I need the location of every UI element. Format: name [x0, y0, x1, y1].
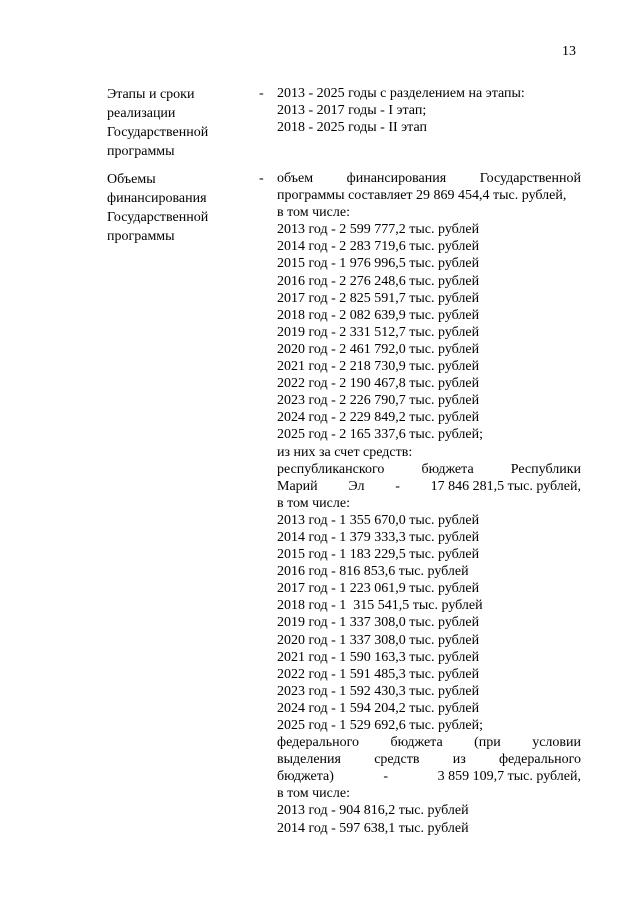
federal-line	[277, 734, 581, 751]
word: 3 859 109,7 тыс. рублей,	[437, 769, 581, 785]
stages-dash: -	[259, 86, 264, 101]
republican-line: в том числе:	[277, 495, 350, 511]
word: республиканского	[277, 461, 385, 477]
word: бюджета	[390, 735, 443, 751]
word: средств	[374, 752, 420, 768]
total-year-line: 2017 год - 2 825 591,7 тыс. рублей	[277, 290, 480, 306]
funding-content	[277, 170, 581, 837]
republican-year-line: 2022 год - 1 591 485,3 тыс. рублей	[277, 666, 480, 682]
total-year-line: 2015 год - 1 976 996,5 тыс. рублей	[277, 256, 480, 272]
funding-label-line: Государственной	[107, 210, 209, 225]
word: бюджета)	[277, 769, 334, 785]
stages-label-line: программы	[107, 144, 175, 159]
total-year-line: 2014 год - 2 283 719,6 тыс. рублей	[277, 239, 480, 255]
word: из	[452, 752, 466, 768]
word: условии	[532, 735, 581, 751]
funding-label-line: Объемы	[107, 172, 156, 187]
funding-dash: -	[259, 171, 264, 186]
federal-line	[277, 768, 581, 785]
total-year-line: 2016 год - 2 276 248,6 тыс. рублей	[277, 273, 480, 289]
republican-year-line: 2024 год - 1 594 204,2 тыс. рублей	[277, 700, 480, 716]
word: выделения	[277, 752, 341, 768]
word: -	[383, 769, 389, 785]
word: финансирования	[346, 171, 447, 186]
republican-year-line: 2015 год - 1 183 229,5 тыс. рублей	[277, 547, 480, 563]
word: бюджета	[421, 461, 474, 477]
word: (при	[474, 735, 501, 751]
republican-year-line: 2025 год - 1 529 692,6 тыс. рублей;	[277, 718, 484, 733]
word: федерального	[277, 735, 360, 751]
stages-label-line: Этапы и сроки	[107, 87, 195, 102]
republican-year-line: 2023 год - 1 592 430,3 тыс. рублей	[277, 683, 480, 699]
word: объем	[277, 171, 314, 186]
funding-intro-line	[277, 170, 581, 187]
stages-line: 2013 - 2017 годы - I этап;	[277, 103, 427, 119]
total-year-line: 2024 год - 2 229 849,2 тыс. рублей	[277, 410, 480, 426]
funding-intro-line: программы составляет 29 869 454,4 тыс. рублей,	[277, 188, 567, 204]
total-year-line: 2013 год - 2 599 777,2 тыс. рублей	[277, 222, 480, 238]
funding-label-line: финансирования	[107, 191, 207, 206]
republican-year-line: 2014 год - 1 379 333,3 тыс. рублей	[277, 529, 480, 545]
stages-label-line: реализации	[107, 106, 176, 121]
stages-label	[107, 85, 257, 161]
funding-label	[107, 170, 257, 246]
republican-year-line: 2021 год - 1 590 163,3 тыс. рублей	[277, 649, 480, 665]
page-number: 13	[562, 44, 576, 59]
word: -	[395, 478, 400, 494]
republican-year-line: 2016 год - 816 853,6 тыс. рублей	[277, 564, 469, 580]
total-year-line: 2022 год - 2 190 467,8 тыс. рублей	[277, 376, 480, 392]
word: Государственной	[479, 171, 581, 186]
sources-intro-line: из них за счет средств:	[277, 444, 413, 460]
republican-year-line: 2020 год - 1 337 308,0 тыс. рублей	[277, 632, 480, 648]
word: федерального	[498, 752, 581, 768]
funding-label-line: программы	[107, 229, 175, 244]
republican-year-line: 2019 год - 1 337 308,0 тыс. рублей	[277, 615, 480, 631]
funding-intro-line: в том числе:	[277, 205, 350, 221]
total-year-line: 2023 год - 2 226 790,7 тыс. рублей	[277, 393, 480, 409]
total-year-line: 2025 год - 2 165 337,6 тыс. рублей;	[277, 427, 484, 443]
republican-year-line: 2017 год - 1 223 061,9 тыс. рублей	[277, 581, 480, 597]
republican-line	[277, 478, 581, 495]
word: 17 846 281,5 тыс. рублей,	[430, 478, 581, 494]
republican-line	[277, 461, 581, 478]
stages-line: 2018 - 2025 годы - II этап	[277, 120, 427, 136]
federal-year-line: 2014 год - 597 638,1 тыс. рублей	[277, 820, 469, 836]
stages-label-line: Государственной	[107, 125, 209, 140]
total-year-line: 2018 год - 2 082 639,9 тыс. рублей	[277, 307, 480, 323]
republican-year-line: 2013 год - 1 355 670,0 тыс. рублей	[277, 512, 480, 528]
total-year-line: 2020 год - 2 461 792,0 тыс. рублей	[277, 341, 480, 357]
total-year-line: 2021 год - 2 218 730,9 тыс. рублей	[277, 359, 480, 375]
stages-line: 2013 - 2025 годы с разделением на этапы:	[277, 86, 525, 101]
federal-line: в том числе:	[277, 786, 350, 802]
word: Марий	[277, 478, 318, 494]
federal-year-line: 2013 год - 904 816,2 тыс. рублей	[277, 803, 469, 819]
federal-line	[277, 751, 581, 768]
republican-year-line: 2018 год - 1 315 541,5 тыс. рублей	[277, 598, 483, 614]
word: Эл	[348, 478, 365, 494]
stages-content	[277, 85, 581, 136]
total-year-line: 2019 год - 2 331 512,7 тыс. рублей	[277, 324, 480, 340]
word: Республики	[510, 461, 581, 477]
